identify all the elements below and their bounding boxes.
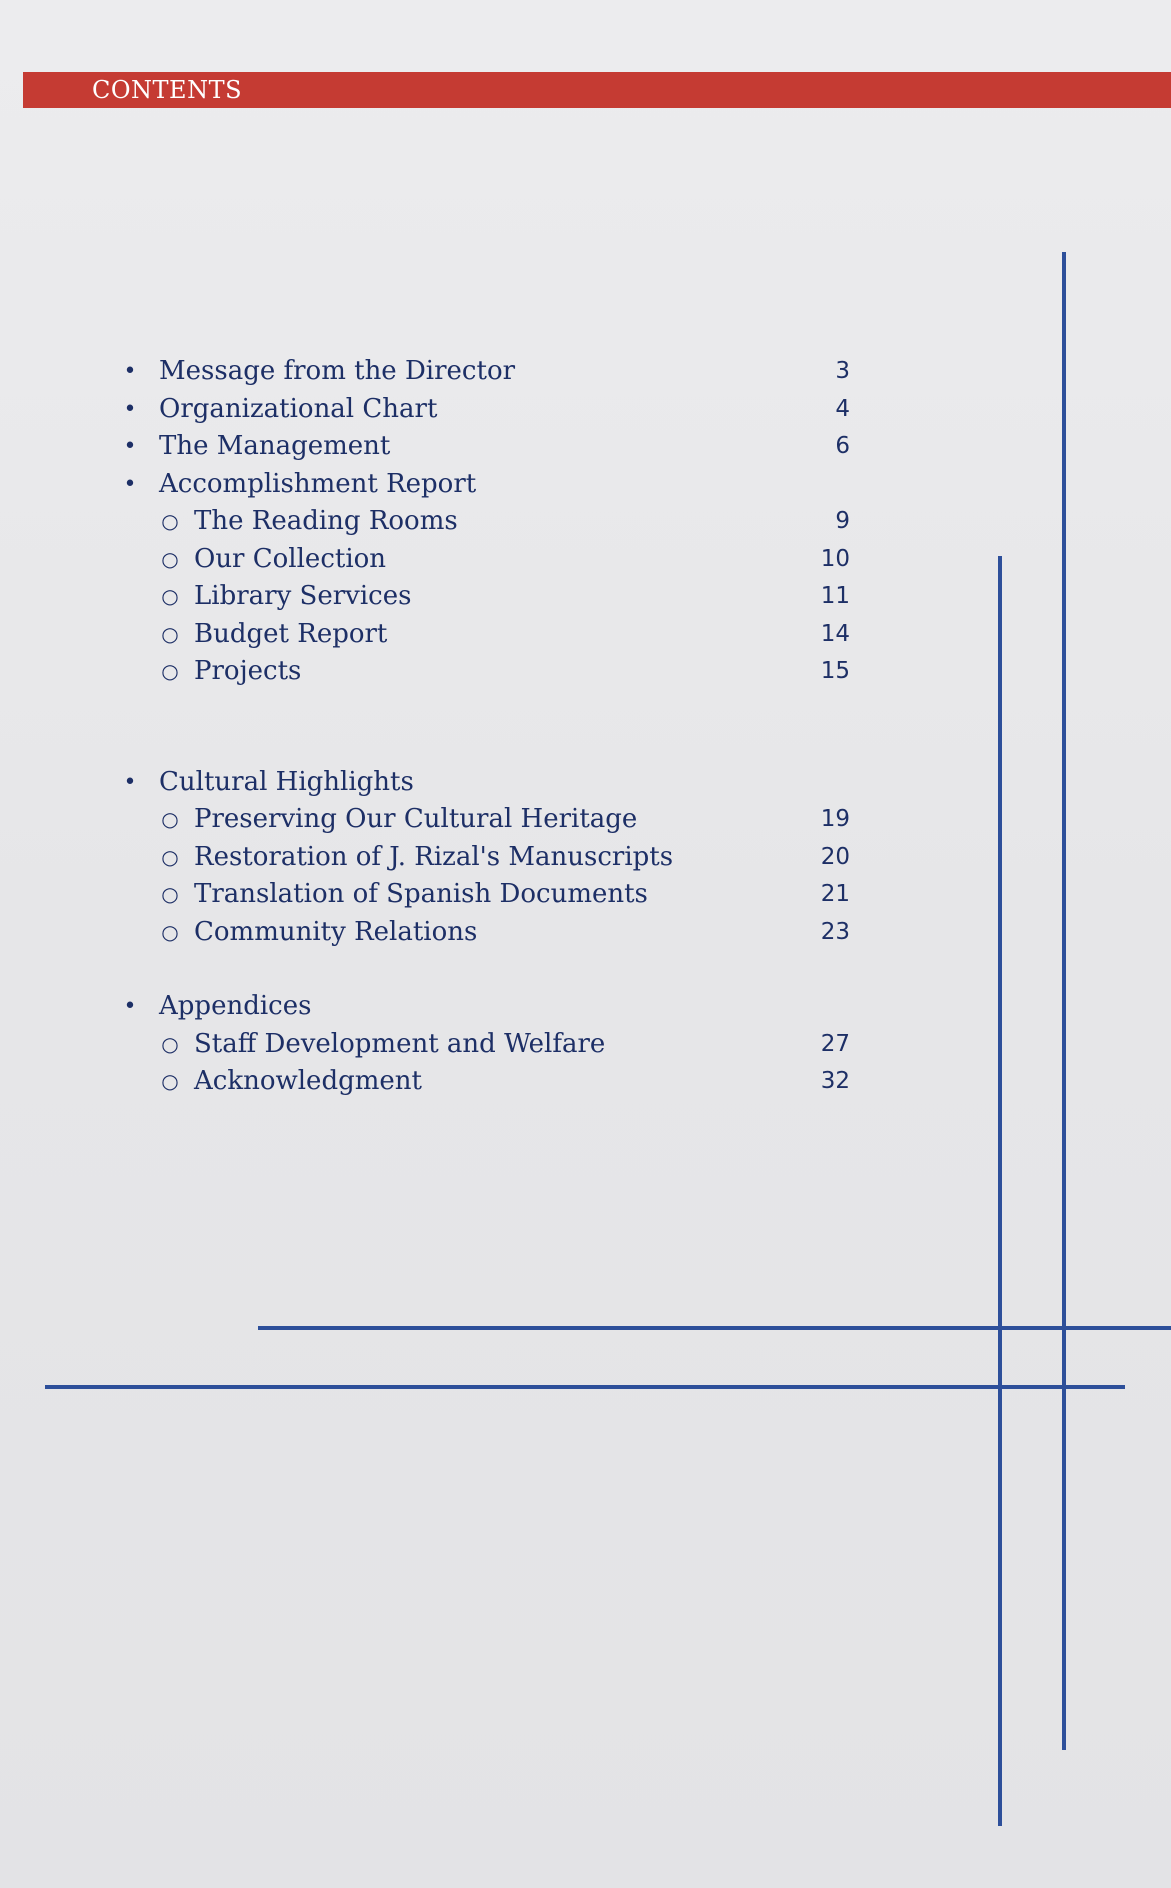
toc-entry-title: Projects bbox=[194, 656, 302, 686]
toc-entry-page-number: 20 bbox=[820, 844, 850, 870]
horizontal-rule-upper bbox=[258, 1326, 1171, 1330]
hollow-bullet-icon: ○ bbox=[161, 659, 179, 683]
toc-entry-title: Restoration of J. Rizal's Manuscripts bbox=[194, 842, 674, 872]
vertical-rule-left bbox=[998, 556, 1002, 1826]
toc-entry-page-number: 6 bbox=[835, 433, 850, 459]
toc-entry-page-number: 11 bbox=[820, 583, 850, 609]
toc-entry-title: Staff Development and Welfare bbox=[194, 1029, 606, 1059]
hollow-bullet-icon: ○ bbox=[161, 1032, 179, 1056]
toc-entry bbox=[0, 428, 1000, 465]
toc-entry-page-number: 14 bbox=[820, 621, 850, 647]
hollow-bullet-icon: ○ bbox=[161, 845, 179, 869]
toc-entry-title: Library Services bbox=[194, 581, 412, 611]
toc-entry-title: Organizational Chart bbox=[159, 394, 438, 424]
toc-entry-title: Cultural Highlights bbox=[159, 767, 414, 797]
contents-title: CONTENTS bbox=[92, 76, 243, 104]
toc-entry-page-number: 3 bbox=[835, 358, 850, 384]
toc-entry-title: Budget Report bbox=[194, 619, 388, 649]
bullet-icon: • bbox=[123, 472, 137, 497]
toc-entry-title: The Management bbox=[159, 431, 391, 461]
bullet-icon: • bbox=[123, 434, 137, 459]
hollow-bullet-icon: ○ bbox=[161, 807, 179, 831]
hollow-bullet-icon: ○ bbox=[161, 547, 179, 571]
toc-entry bbox=[0, 988, 1000, 1025]
toc-entry bbox=[0, 839, 1000, 876]
toc-entry-page-number: 21 bbox=[820, 881, 850, 907]
toc-entry-page-number: 19 bbox=[820, 806, 850, 832]
toc-entry-title: Accomplishment Report bbox=[159, 469, 477, 499]
toc-entry bbox=[0, 578, 1000, 615]
toc-entry-page-number: 27 bbox=[820, 1031, 850, 1057]
bullet-icon: • bbox=[123, 994, 137, 1019]
horizontal-rule-lower bbox=[45, 1385, 1125, 1389]
toc-entry bbox=[0, 653, 1000, 690]
bullet-icon: • bbox=[123, 397, 137, 422]
toc-entry bbox=[0, 764, 1000, 801]
toc-entry bbox=[0, 1026, 1000, 1063]
toc-entry-title: Acknowledgment bbox=[194, 1066, 422, 1096]
toc-entry-page-number: 32 bbox=[820, 1068, 850, 1094]
vertical-rule-right bbox=[1062, 252, 1066, 1750]
toc-entry bbox=[0, 503, 1000, 540]
contents-header-bar bbox=[23, 72, 1171, 108]
bullet-icon: • bbox=[123, 359, 137, 384]
hollow-bullet-icon: ○ bbox=[161, 1069, 179, 1093]
toc-entry-title: Our Collection bbox=[194, 544, 387, 574]
toc-entry bbox=[0, 391, 1000, 428]
hollow-bullet-icon: ○ bbox=[161, 622, 179, 646]
hollow-bullet-icon: ○ bbox=[161, 584, 179, 608]
toc-entry bbox=[0, 914, 1000, 951]
toc-entry bbox=[0, 353, 1000, 390]
bullet-icon: • bbox=[123, 770, 137, 795]
toc-entry-title: Preserving Our Cultural Heritage bbox=[194, 804, 638, 834]
toc-entry-page-number: 10 bbox=[820, 546, 850, 572]
hollow-bullet-icon: ○ bbox=[161, 920, 179, 944]
toc-entry-title: Translation of Spanish Documents bbox=[194, 879, 648, 909]
toc-entry bbox=[0, 1063, 1000, 1100]
toc-entry-page-number: 9 bbox=[835, 508, 850, 534]
toc-entry-page-number: 15 bbox=[820, 658, 850, 684]
hollow-bullet-icon: ○ bbox=[161, 882, 179, 906]
toc-entry bbox=[0, 541, 1000, 578]
toc-entry bbox=[0, 616, 1000, 653]
toc-entry bbox=[0, 466, 1000, 503]
toc-entry-title: The Reading Rooms bbox=[194, 506, 458, 536]
toc-entry bbox=[0, 801, 1000, 838]
toc-entry-title: Appendices bbox=[159, 991, 312, 1021]
hollow-bullet-icon: ○ bbox=[161, 509, 179, 533]
toc-entry-title: Community Relations bbox=[194, 917, 478, 947]
toc-entry-title: Message from the Director bbox=[159, 356, 516, 386]
toc-entry-page-number: 4 bbox=[835, 396, 850, 422]
toc-entry-page-number: 23 bbox=[820, 919, 850, 945]
toc-entry bbox=[0, 876, 1000, 913]
